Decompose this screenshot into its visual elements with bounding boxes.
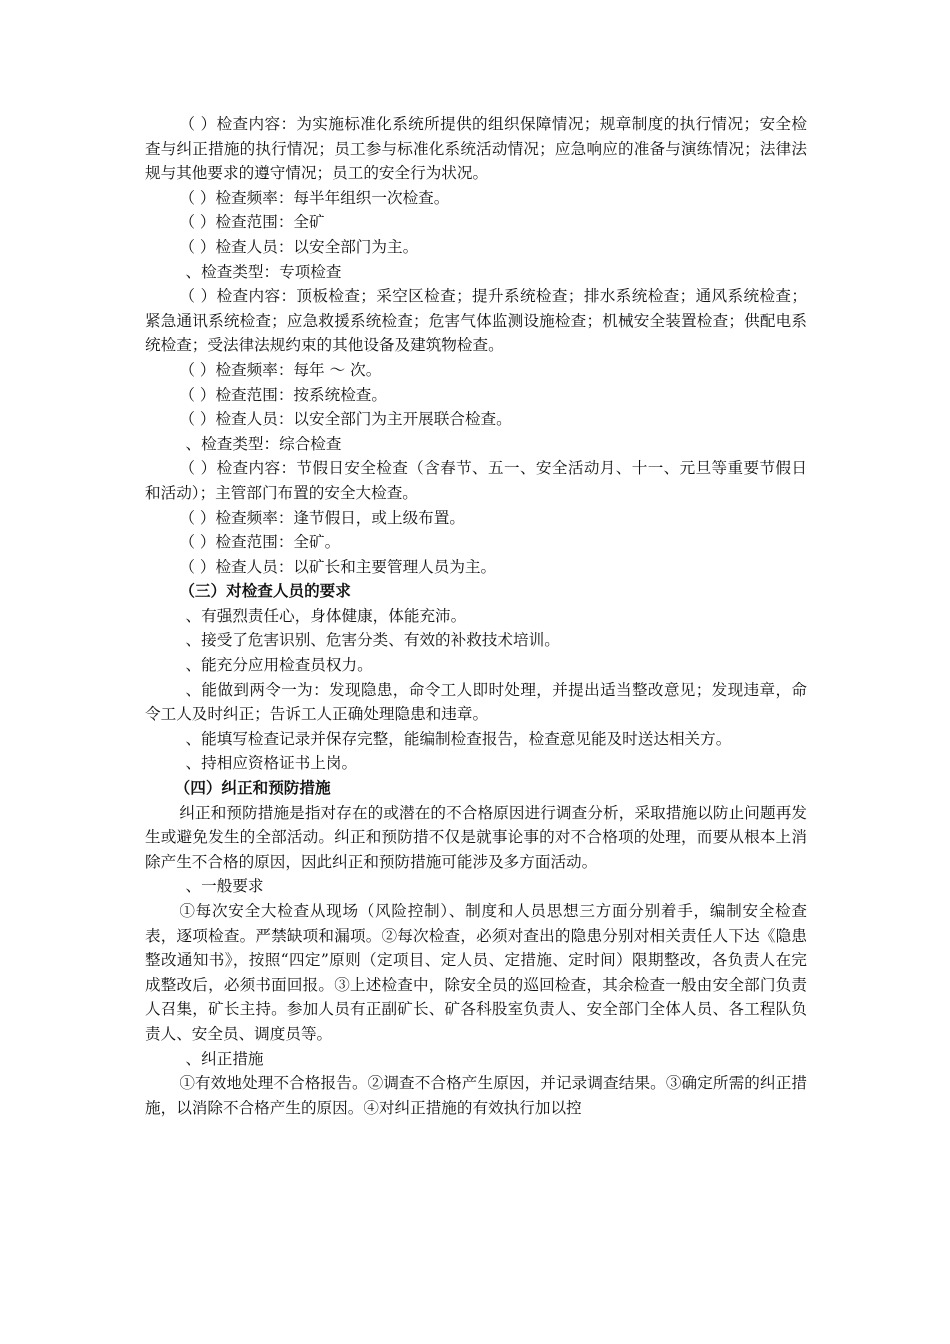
paragraph: （ ）检查范围：全矿 [179,213,325,232]
paragraph: ①每次安全大检查从现场（风险控制）、制度和人员思想三方面分别着手，编制安全检查表，逐项检查。严禁缺项和漏项。②每次检查，必须对查出的隐患分别对相关责任人下达《隐患整改通知书》，按照“四定”原则（定项目、定人员、定措施、定时间）限期整改，各负责人在完成整改后，必须书面回报。③上述检查中，除安全员的巡回检查，其余检查一般由安全部门负责人召集，矿长主持。参加人员有正副矿长、矿各科股室负责人、安全部门全体人员、各工程队负责人、安全员、调度员等。 [145,902,807,1043]
paragraph: 、持相应资格证书上岗。 [185,754,358,773]
paragraph: （ ）检查频率：每年 ～ 次。 [179,360,382,379]
paragraph: ①有效地处理不合格报告。②调查不合格产生原因，并记录调查结果。③确定所需的纠正措施，以消除不合格产生的原因。④对纠正措施的有效执行加以控 [145,1074,807,1117]
paragraph: （ ）检查人员：以矿长和主要管理人员为主。 [179,557,497,576]
paragraph: （ ）检查频率：每半年组织一次检查。 [179,188,450,207]
paragraph: 、检查类型：综合检查 [185,434,342,453]
paragraph: （ ）检查频率：逢节假日，或上级布置。 [179,508,465,527]
paragraph: （ ）检查内容：顶板检查；采空区检查；提升系统检查；排水系统检查；通风系统检查；紧急通讯系统检查；应急救援系统检查；危害气体监测设施检查；机械安全装置检查；供配电系统检查；受法律法规约束的其他设备及建筑物检查。 [145,287,807,355]
paragraph: （ ）检查人员：以安全部门为主开展联合检查。 [179,410,512,429]
paragraph: （ ）检查范围：全矿。 [179,533,341,552]
paragraph: 、接受了危害识别、危害分类、有效的补救技术培训。 [185,631,560,650]
paragraph: （ ）检查内容：节假日安全检查（含春节、五一、安全活动月、十一、元旦等重要节假日和活动）；主管部门布置的安全大检查。 [145,459,807,502]
paragraph: 纠正和预防措施是指对存在的或潜在的不合格原因进行调查分析，采取措施以防止问题再发生或避免发生的全部活动。纠正和预防措不仅是就事论事的对不合格项的处理，而要从根本上消除产生不合格的原因，因此纠正和预防措施可能涉及多方面活动。 [145,803,807,871]
paragraph: 、能充分应用检查员权力。 [185,656,373,675]
paragraph: 、能填写检查记录并保存完整，能编制检查报告，检查意见能及时送达相关方。 [185,729,732,748]
paragraph: 、纠正措施 [185,1049,264,1068]
paragraph: （ ）检查范围：按系统检查。 [179,385,387,404]
paragraph: 、检查类型：专项检查 [185,262,342,281]
paragraph: 、有强烈责任心，身体健康，体能充沛。 [185,606,467,625]
paragraph: （ ）检查人员：以安全部门为主。 [179,237,419,256]
paragraph: （ ）检查内容：为实施标准化系统所提供的组织保障情况；规章制度的执行情况；安全检查与纠正措施的执行情况；员工参与标准化系统活动情况；应急响应的准备与演练情况；法律法规与其他要求的遵守情况；员工的安全行为状况。 [145,115,807,183]
paragraph: 、一般要求 [185,877,264,896]
section-heading: （三）对检查人员的要求 [179,581,351,601]
section-heading: （四）纠正和预防措施 [174,778,331,798]
paragraph: 、能做到两令一为：发现隐患，命令工人即时处理，并提出适当整改意见；发现违章，命令工人及时纠正；告诉工人正确处理隐患和违章。 [145,680,807,724]
document-body [145,112,807,1120]
